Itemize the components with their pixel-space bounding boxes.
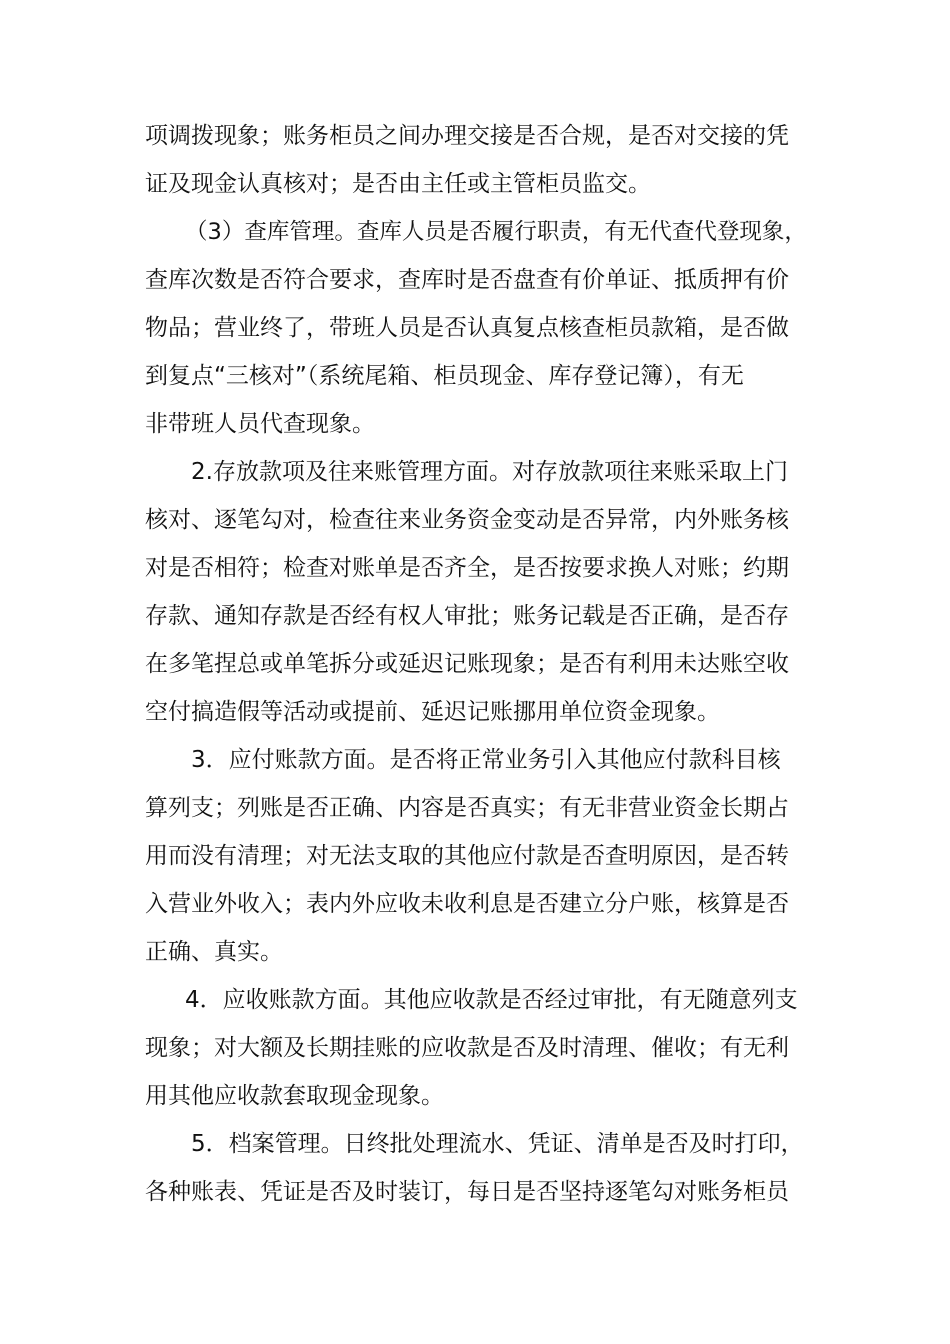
text-line: 在多笔捏总或单笔拆分或延迟记账现象；是否有利用未达账空收 (145, 651, 789, 677)
text-line: 3．应付账款方面。是否将正常业务引入其他应付款科目核 (191, 747, 781, 773)
text-line: （3）查库管理。查库人员是否履行职责，有无代查代登现象， (185, 219, 807, 245)
paragraph-6 (145, 1120, 813, 1216)
text-line: 用而没有清理；对无法支取的其他应付款是否查明原因，是否转 (145, 843, 789, 869)
text-line: 各种账表、凭证是否及时装订，每日是否坚持逐笔勾对账务柜员 (145, 1179, 789, 1205)
text-line: 入营业外收入；表内外应收未收利息是否建立分户账，核算是否 (145, 891, 789, 917)
text-line: 核对、逐笔勾对，检查往来业务资金变动是否异常，内外账务核 (145, 507, 789, 533)
text-line: 用其他应收款套取现金现象。 (145, 1083, 444, 1109)
text-line: 正确、真实。 (145, 939, 283, 965)
text-line: 到复点“三核对”（系统尾箱、柜员现金、库存登记簿），有无 (145, 363, 744, 389)
text-line: 空付搞造假等活动或提前、延迟记账挪用单位资金现象。 (145, 699, 720, 725)
paragraph-3 (145, 448, 813, 736)
paragraph-2 (145, 208, 813, 448)
body-text (145, 112, 813, 1216)
text-line: 非带班人员代查现象。 (145, 411, 375, 437)
text-line: 证及现金认真核对；是否由主任或主管柜员监交。 (145, 171, 651, 197)
text-line: 2.存放款项及往来账管理方面。对存放款项往来账采取上门 (191, 459, 788, 485)
paragraph-5 (145, 976, 813, 1120)
text-line: 对是否相符；检查对账单是否齐全，是否按要求换人对账；约期 (145, 555, 789, 581)
text-line: 算列支；列账是否正确、内容是否真实；有无非营业资金长期占 (145, 795, 789, 821)
text-line: 5．档案管理。日终批处理流水、凭证、清单是否及时打印， (191, 1131, 804, 1157)
text-line: 现象；对大额及长期挂账的应收款是否及时清理、催收；有无利 (145, 1035, 789, 1061)
paragraph-1 (145, 112, 813, 208)
text-line: 4．应收账款方面。其他应收款是否经过审批，有无随意列支 (185, 987, 798, 1013)
paragraph-4 (145, 736, 813, 976)
text-line: 项调拨现象；账务柜员之间办理交接是否合规，是否对交接的凭 (145, 123, 789, 149)
text-line: 物品；营业终了，带班人员是否认真复点核查柜员款箱，是否做 (145, 315, 789, 341)
text-line: 存款、通知存款是否经有权人审批；账务记载是否正确，是否存 (145, 603, 789, 629)
text-line: 查库次数是否符合要求，查库时是否盘查有价单证、抵质押有价 (145, 267, 789, 293)
